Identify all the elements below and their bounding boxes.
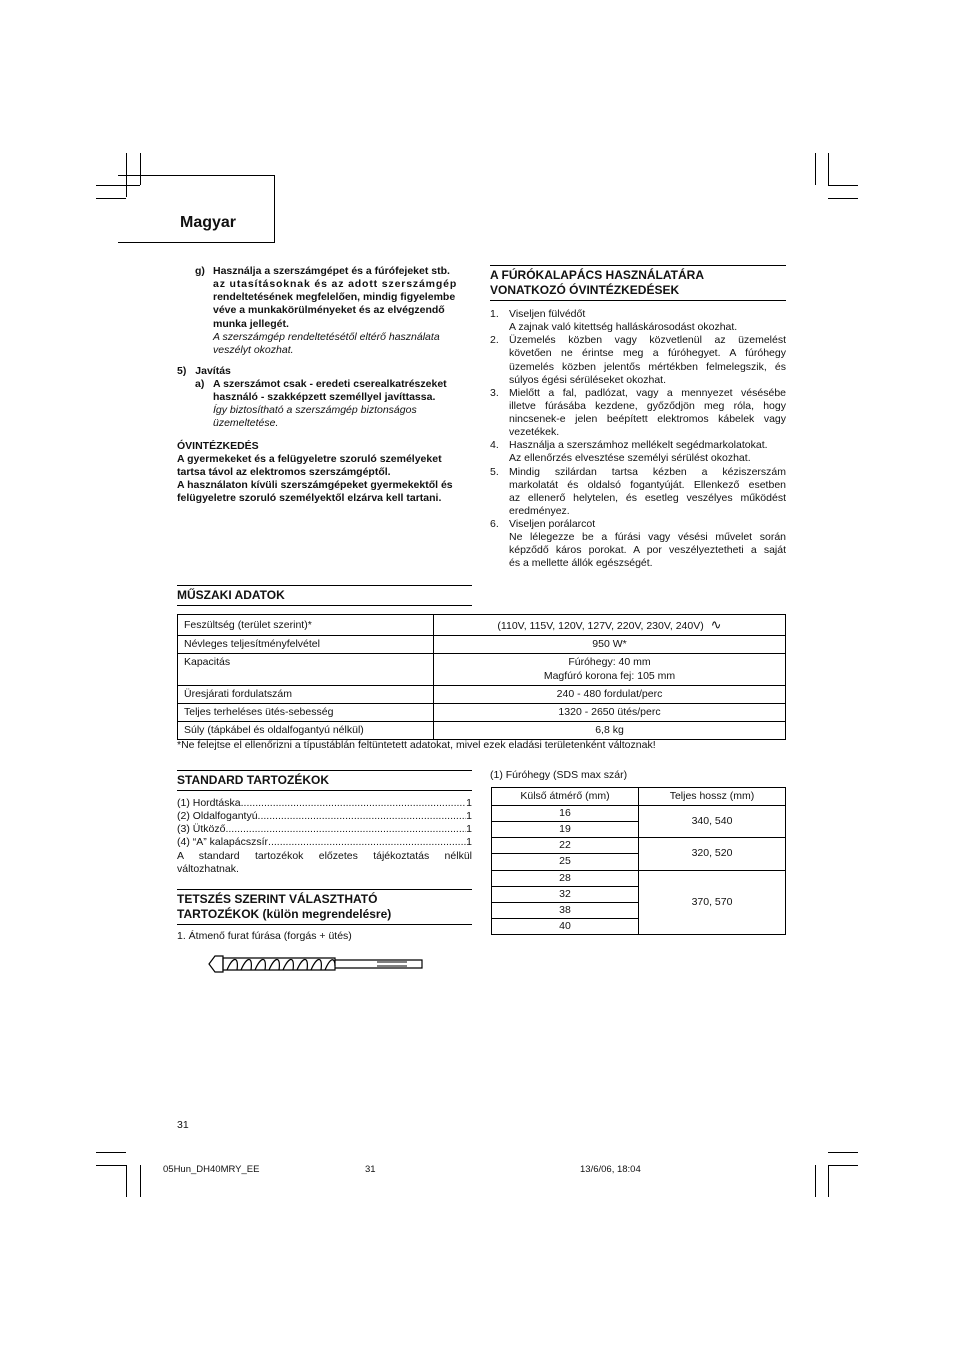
crop-mark xyxy=(815,1165,816,1197)
spec-row: Névleges teljesítményfelvétel 950 W* xyxy=(178,636,786,654)
caution-title: ÓVINTÉZKEDÉS xyxy=(177,439,259,452)
table-header-row xyxy=(492,788,786,806)
spec-row: Feszültség (terület szerint)* (110V, 115V, 120V, 127V, 220V, 230V, 240V) ∿ xyxy=(178,615,786,636)
item-g-line: az utasításoknak és az adott szerszámgép xyxy=(213,278,458,291)
precaution-item: 3. Mielőtt a fal, padlózat, vagy a mennyezet vésésébe illetve fúrásába kezdene, győződjön meg róla, hogy nincsenek-e jelen beépített elektromos kábelek vagy vezetékek. xyxy=(490,386,786,439)
crop-mark xyxy=(828,185,858,186)
item-g-line: véve a munkakörülményeket és az elvégzendő xyxy=(213,304,445,317)
crop-mark xyxy=(96,1165,126,1166)
column-header: Teljes hossz (mm) xyxy=(639,788,786,806)
spec-table xyxy=(177,614,786,740)
list-item: (1) Hordtáska ..... 1 xyxy=(177,797,472,810)
list-item: (4) “A” kalapácszsír ..... 1 xyxy=(177,836,472,849)
crop-mark xyxy=(828,1165,858,1166)
item-g-line: rendeltetésének megfelelően, mindig figyelembe xyxy=(213,291,456,304)
item-g-line: Használja a szerszámgépet és a fúrófejeket stb. xyxy=(213,265,450,277)
section-header-precautions: A FÚRÓKALAPÁCS HASZNÁLATÁRA VONATKOZÓ ÓVINTÉZKEDÉSEK xyxy=(490,265,786,301)
spec-row: Teljes terheléses ütés-sebesség 1320 - 2650 ütés/perc xyxy=(178,703,786,721)
crop-mark xyxy=(96,1152,126,1153)
section-header-standard: STANDARD TARTOZÉKOK xyxy=(177,770,472,791)
precaution-item: 6. Viseljen porálarcot Ne lélegezze be a fúrási vagy vésési művelet során képződő káros porokat. A por veszélyeztetheti a saját és a mellette állók egészségét. xyxy=(490,518,786,570)
crop-mark xyxy=(126,1165,127,1197)
section-title: Javítás xyxy=(195,364,231,377)
list-item: (3) Ütköző ..... 1 xyxy=(177,823,472,836)
table-row: 40 xyxy=(492,918,786,934)
table-row: 22 320, 520 xyxy=(492,838,786,854)
spec-row: Üresjárati fordulatszám 240 - 480 fordulat/perc xyxy=(178,685,786,703)
section-header-specs: MŰSZAKI ADATOK xyxy=(177,585,472,606)
precaution-item: 1. Viseljen fülvédőt A zajnak való kitettség halláskárosodást okozhat. xyxy=(490,308,738,334)
drill-table xyxy=(491,787,786,935)
precaution-item: 4. Használja a szerszámhoz mellékelt segédmarkolatokat. Az ellenőrzés elvesztése személyi sérülést okozhat. xyxy=(490,439,768,465)
spec-footnote: *Ne felejtse el ellenőrizni a típustáblán feltüntetett adatokat, mivel ezek eladási területenként változnak! xyxy=(177,739,656,751)
precaution-item: 5. Mindig szilárdan tartsa kézben a kéziszerszám markolatát és oldalsó fogantyúját. Ellenkező esetben az ellenerő helytelen, és esetleg veszélyes működést eredményez. xyxy=(490,465,786,517)
precaution-list xyxy=(490,307,786,571)
spec-row: Súly (tápkábel és oldalfogantyú nélkül) 6,8 kg xyxy=(178,721,786,739)
crop-mark xyxy=(828,198,858,199)
footer-date: 13/6/06, 18:04 xyxy=(580,1164,641,1175)
footer-file: 05Hun_DH40MRY_EE xyxy=(163,1164,260,1175)
drill-table-caption: (1) Fúróhegy (SDS max szár) xyxy=(490,769,628,781)
table-row: 19 xyxy=(492,822,786,838)
table-row: 25 xyxy=(492,854,786,870)
item-g: g) Használja a szerszámgépet és a fúrófejeket stb. az utasításoknak és az adott szerszámgép rendeltetésének megfelelően, mindig figyelembe véve a munkakörülményeket és az elvégzendő munka jellegét. A szerszámgép rendeltetésétől eltérő használata veszélyt okozhat. xyxy=(177,265,473,357)
language-header-box xyxy=(118,175,275,243)
footer-sheet: 31 xyxy=(365,1164,376,1175)
table-row: 28 370, 570 xyxy=(492,870,786,886)
item-g-note: A szerszámgép rendeltetésétől eltérő használata xyxy=(213,330,440,343)
item-a: a) A szerszámot csak - eredeti cserealkatrészeket használó - szakképzett személlyel javíttassa. Így biztosítható a szerszámgép biztonságos üzemeltetése. xyxy=(195,378,447,430)
section-header-optional: TETSZÉS SZERINT VÁLASZTHATÓ TARTOZÉKOK (külön megrendelésre) xyxy=(177,889,472,925)
ac-symbol-icon: ∿ xyxy=(710,617,722,632)
precaution-item: 2. Üzemelés közben vagy közvetlenül az üzemelést követően ne érintse meg a fúróhegyet. A fúróhegy üzemelés közben jelentős mértékben felmelegszik, és súlyos égési sérüléseket okozhat. xyxy=(490,334,786,386)
column-header: Külső átmérő (mm) xyxy=(492,788,639,806)
optional-item: 1. Átmenő furat fúrása (forgás + ütés) xyxy=(177,930,352,942)
crop-mark xyxy=(828,153,829,185)
item-g-note: veszélyt okozhat. xyxy=(213,343,294,356)
crop-mark xyxy=(815,153,816,185)
sds-drill-bit-icon xyxy=(207,952,425,976)
page-number: 31 xyxy=(177,1119,189,1131)
item-g-line: munka jellegét. xyxy=(213,317,289,330)
left-top-section: g) Használja a szerszámgépet és a fúrófejeket stb. az utasításoknak és az adott szerszámgép rendeltetésének megfelelően, mindig figyelembe véve a munkakörülményeket és az elvégzendő munka jellegét. A szerszámgép rendeltetésétől eltérő használata veszélyt okozhat. 5) Javítás a) A szerszámot csak - eredeti cserealkatrészeket használó - szakképzett személlyel javíttassa. Így biztosítható a szerszámgép biztonságos üzemeltetése. ÓVINTÉZKEDÉS A gyermekeket és a felügyeletre szoruló személyeket tartsa távol az elektromos szerszámgéptől. A használaton kívüli szerszámgépeket gyermekektől és felügyeletre szoruló személyektől elzárva kell tartani. xyxy=(177,265,473,505)
table-row: 38 xyxy=(492,902,786,918)
spec-row: Kapacitás Fúróhegy: 40 mm Magfúró korona fej: 105 mm xyxy=(178,654,786,685)
language-label: Magyar xyxy=(180,214,237,231)
crop-mark xyxy=(828,1152,858,1153)
table-row: 32 xyxy=(492,886,786,902)
standard-accessories: (1) Hordtáska ..... 1 (2) Oldalfogantyú ..... 1 (3) Ütköző ..... 1 (4) “A” kalapácszsír ..... 1 A standard tartozékok előzetes tájékoztatás nélkül változhatnak. xyxy=(177,797,472,876)
table-row: 16 340, 540 xyxy=(492,806,786,822)
crop-mark xyxy=(140,1165,141,1197)
crop-mark xyxy=(828,1165,829,1197)
list-item: (2) Oldalfogantyú ..... 1 xyxy=(177,810,472,823)
